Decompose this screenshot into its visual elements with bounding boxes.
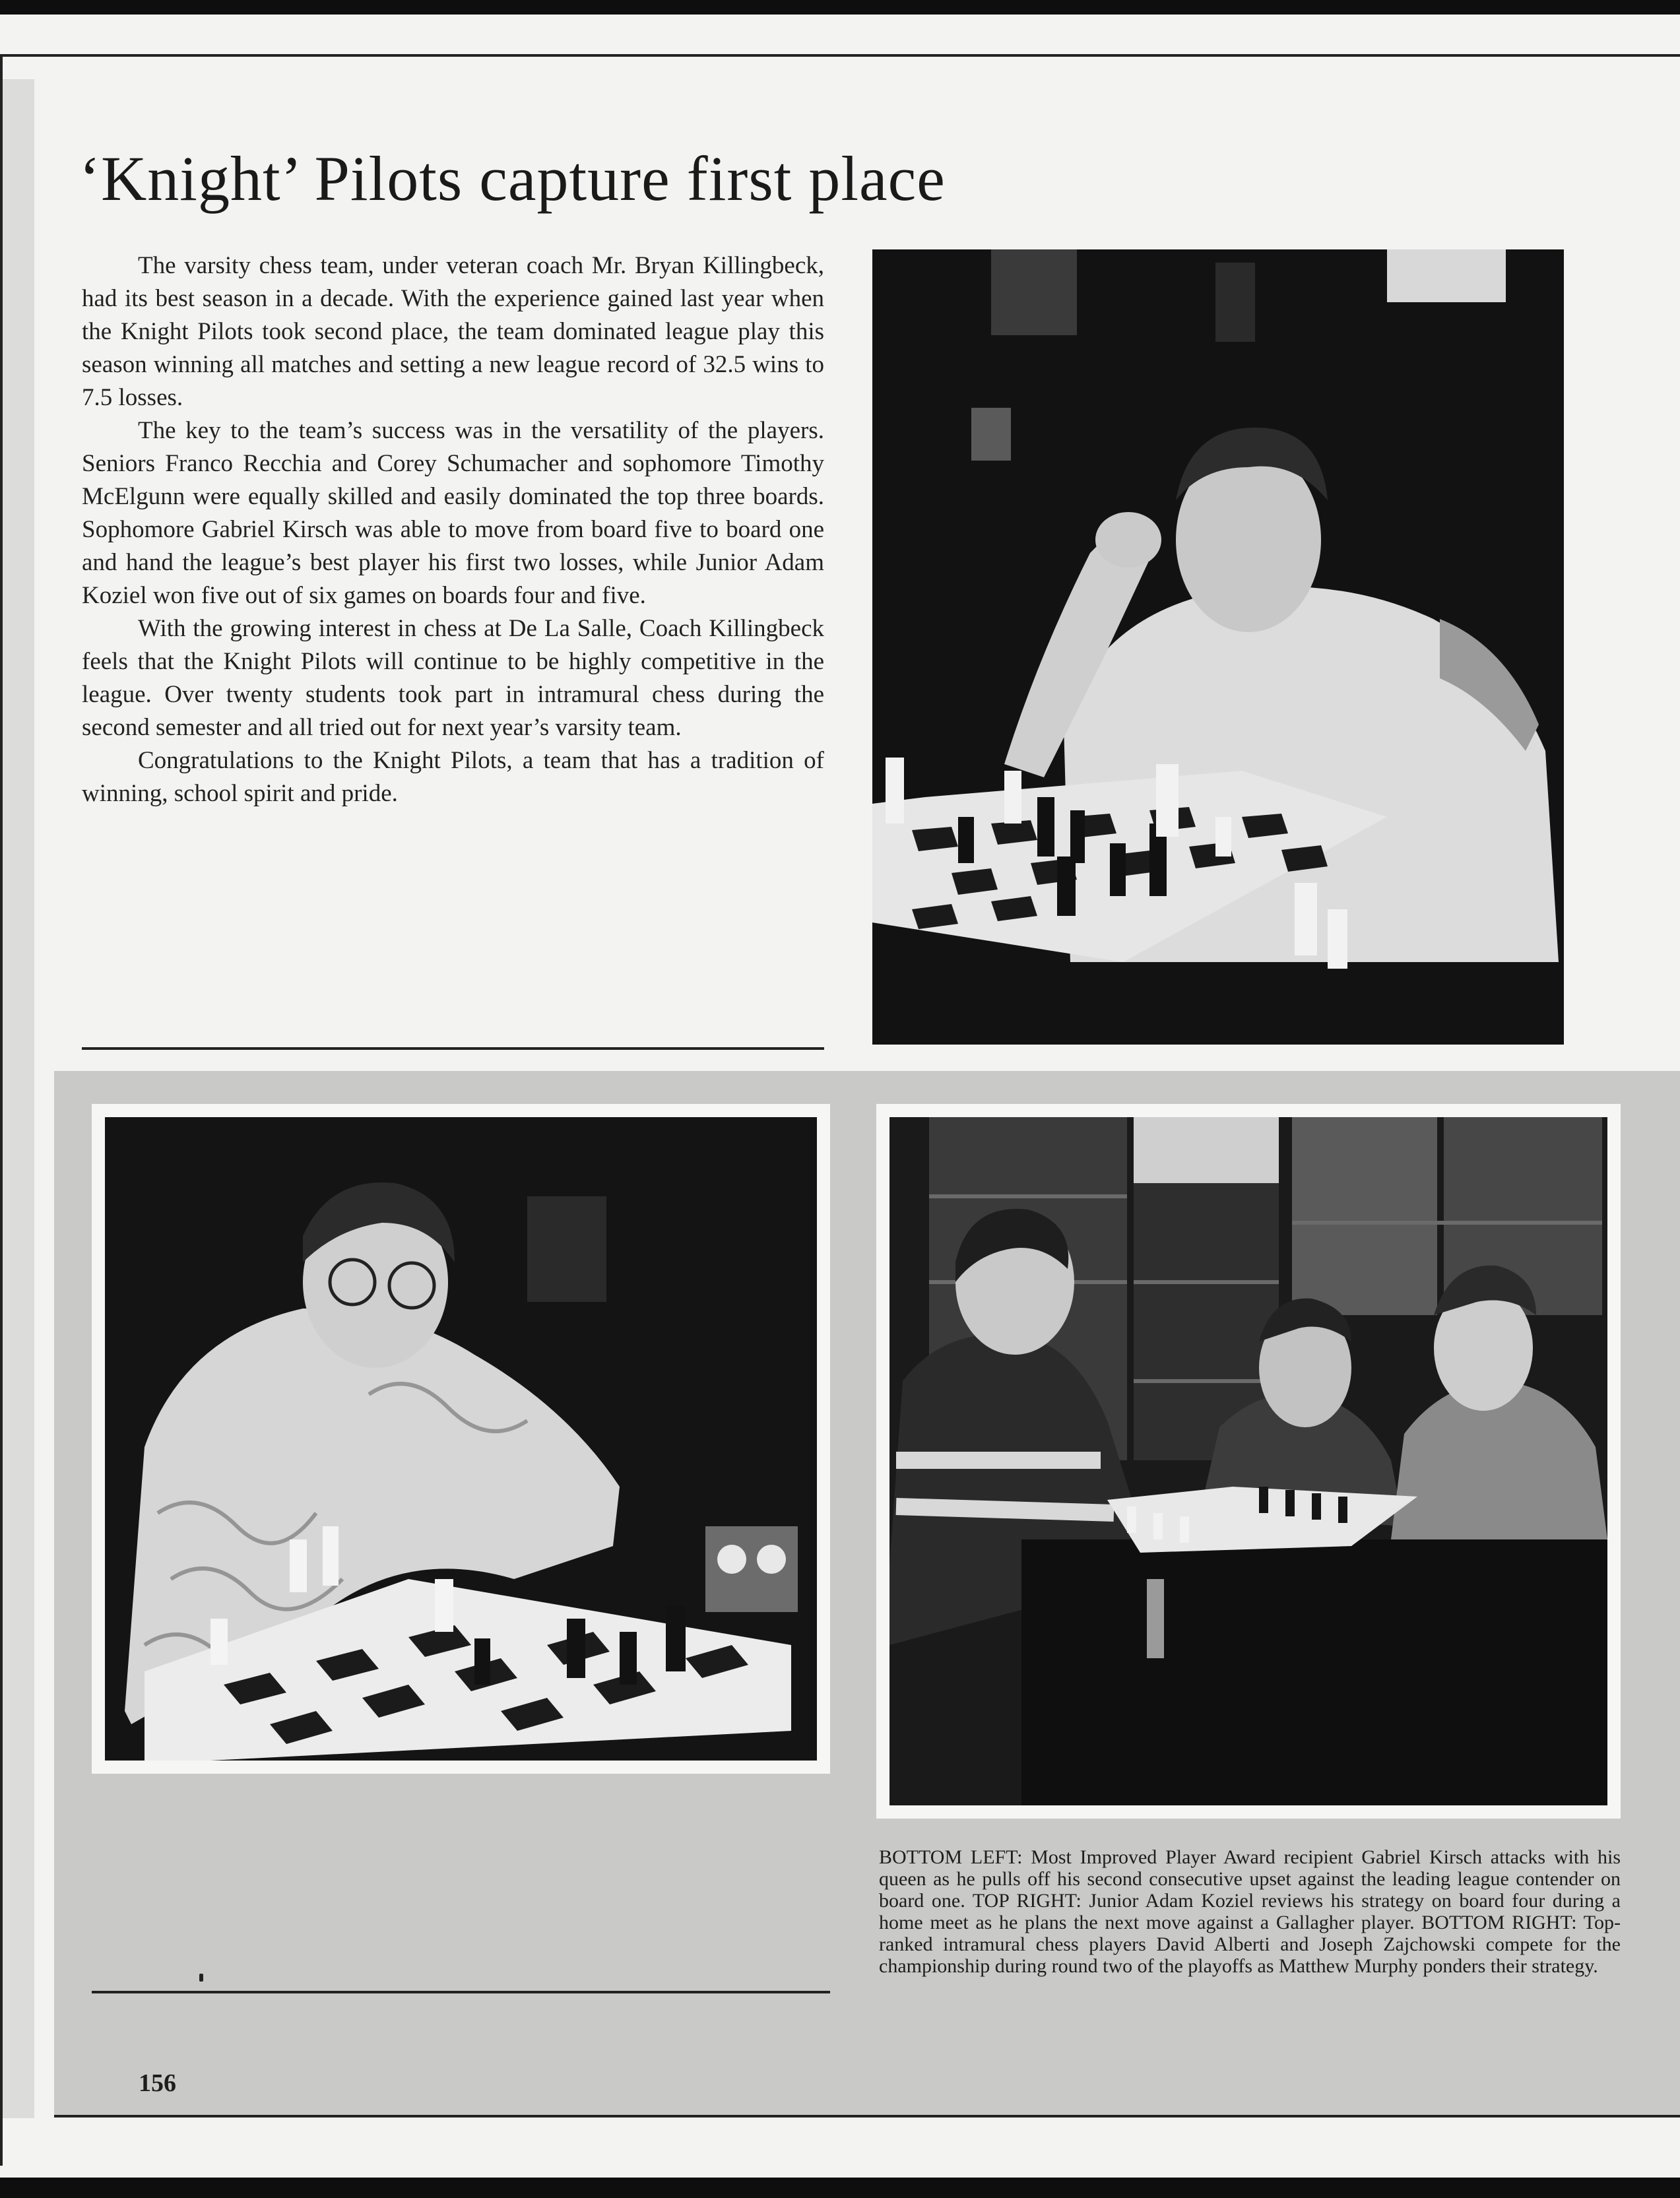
photo-caption: BOTTOM LEFT: Most Improved Player Award recipient Gabriel Kirsch attacks with his queen as he pulls off his second consecutive upset against the leading league contender on board one. TOP RIGHT: Junior Adam Koziel reviews his strategy on board four during a home meet as he plans the next move against a Gallagher player. BOTTOM RIGHT: Top-ranked intramural chess players David Alberti and Joseph Zajchowski compete for the championship during round two of the playoffs as Matthew Murphy ponders their strategy.	[879, 1846, 1621, 1977]
photo-intramural-players-bottom-right	[876, 1104, 1621, 1819]
page-bottom-rule	[54, 2115, 1680, 2117]
article-paragraph: The key to the team’s success was in the versatility of the players. Seniors Franco Recchia and Corey Schumacher and sophomore Timothy McElgunn were equally skilled and easily dominated the top three boards. Sophomore Gabriel Kirsch was able to move from board five to board one and hand the league’s best player his first two losses, while Junior Adam Koziel won five out of six games on boards four and five.	[82, 417, 824, 609]
page-top-rule	[0, 54, 1680, 57]
page-number: 156	[139, 2069, 176, 2097]
scan-bottom-border	[0, 2178, 1680, 2198]
article-paragraph: With the growing interest in chess at De La Salle, Coach Killingbeck feels that the Knight Pilots will continue to be highly competitive in the league. Over twenty students took part in intramural chess during the second semester and all tried out for next year’s varsity team.	[82, 615, 824, 741]
caption-divider	[92, 1991, 830, 1993]
photo-chess-player-bottom-left	[92, 1104, 830, 1774]
headline: ‘Knight’ Pilots capture first place	[79, 143, 946, 214]
article-paragraph: The varsity chess team, under veteran coach Mr. Bryan Killingbeck, had its best season in a decade. With the experience gained last year when the Knight Pilots took second place, the team dominated league play this season winning all matches and setting a new league record of 32.5 wins to 7.5 losses.	[82, 252, 824, 411]
photo-chess-player-top-right	[872, 249, 1564, 1045]
page-margin-strip	[3, 79, 34, 2118]
article-divider	[82, 1047, 824, 1050]
article-paragraph: Congratulations to the Knight Pilots, a team that has a tradition of winning, school spirit and pride.	[82, 747, 824, 807]
scan-top-border	[0, 0, 1680, 15]
article-body	[82, 249, 824, 810]
print-speck	[199, 1974, 203, 1982]
